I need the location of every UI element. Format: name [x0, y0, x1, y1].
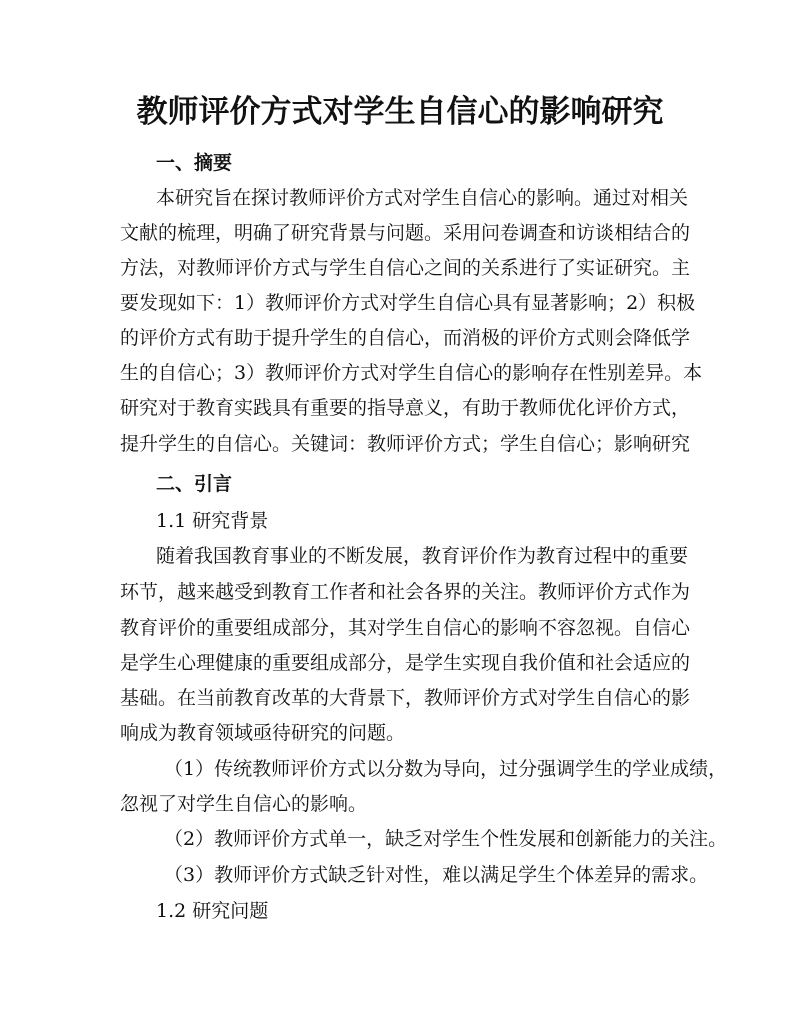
abstract-line: 文献的梳理，明确了研究背景与问题。采用问卷调查和访谈相结合的 [120, 222, 691, 244]
background-line: 环节，越来越受到教育工作者和社会各界的关注。教师评价方式作为 [120, 581, 691, 603]
abstract-heading: 一、摘要 [156, 152, 233, 174]
background-line: 是学生心理健康的重要组成部分，是学生实现自我价值和社会适应的 [120, 652, 691, 674]
abstract-line: 方法，对教师评价方式与学生自信心之间的关系进行了实证研究。主 [120, 257, 691, 279]
subsection-1-1-heading: 1.1 研究背景 [156, 510, 269, 532]
background-line: 教育评价的重要组成部分，其对学生自信心的影响不容忽视。自信心 [120, 617, 691, 639]
abstract-line: 研究对于教育实践具有重要的指导意义，有助于教师优化评价方式， [120, 397, 691, 419]
problem-item-2: （2）教师评价方式单一，缺乏对学生个性发展和创新能力的关注。 [164, 828, 728, 850]
abstract-line: 提升学生的自信心。关键词：教师评价方式；学生自信心；影响研究 [120, 433, 691, 455]
subsection-1-2-heading: 1.2 研究问题 [156, 900, 269, 922]
document-title: 教师评价方式对学生自信心的影响研究 [136, 94, 664, 130]
abstract-line: 本研究旨在探讨教师评价方式对学生自信心的影响。通过对相关 [156, 187, 689, 209]
background-line: 响成为教育领域亟待研究的问题。 [120, 722, 406, 744]
problem-item-3: （3）教师评价方式缺乏针对性，难以满足学生个体差异的需求。 [164, 864, 709, 886]
problem-item-1: （1）传统教师评价方式以分数为导向，过分强调学生的学业成绩， [164, 758, 728, 780]
intro-heading: 二、引言 [156, 473, 233, 495]
background-line: 随着我国教育事业的不断发展，教育评价作为教育过程中的重要 [156, 545, 689, 567]
abstract-line: 生的自信心；3）教师评价方式对学生自信心的影响存在性别差异。本 [120, 362, 703, 384]
abstract-line: 要发现如下：1）教师评价方式对学生自信心具有显著影响；2）积极 [120, 292, 696, 314]
background-line: 基础。在当前教育改革的大背景下，教师评价方式对学生自信心的影 [120, 687, 691, 709]
problem-item-1-cont: 忽视了对学生自信心的影响。 [120, 793, 368, 815]
abstract-line: 的评价方式有助于提升学生的自信心，而消极的评价方式则会降低学 [120, 327, 691, 349]
